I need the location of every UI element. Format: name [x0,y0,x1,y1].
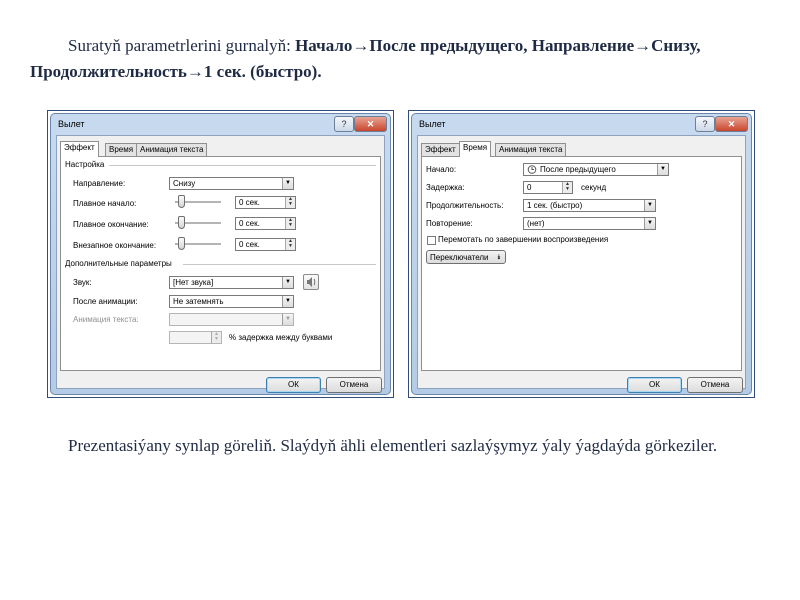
duration-value: 1 сек. (быстро) [527,201,583,210]
rewind-checkbox[interactable] [427,236,436,245]
timing-panel [421,156,742,371]
timing-dialog-screenshot [408,110,755,398]
speaker-button[interactable] [303,274,319,290]
divider [109,165,376,166]
sudden-end-slider[interactable] [175,237,221,249]
chevron-down-icon[interactable]: ▼ [644,200,655,211]
ok-button[interactable]: ОК [627,377,682,393]
sudden-end-value: 0 сек. [239,240,260,249]
slider-thumb[interactable] [178,195,185,208]
dialog-client-area [56,135,385,389]
spin-arrows-icon[interactable]: ▲ ▼ [562,182,572,193]
dialog-title: Вылет [58,119,85,129]
smooth-start-label: Плавное начало: [73,199,137,208]
slider-thumb[interactable] [178,216,185,229]
duration-label: Продолжительность: [426,201,504,210]
effect-panel [60,156,381,371]
chevron-down-icon[interactable]: ▼ [282,178,293,189]
dialog-title: Вылет [419,119,446,129]
repeat-value: (нет) [527,219,545,228]
effect-dialog-screenshot [47,110,394,398]
timing-dialog [411,113,752,395]
tab-text-animation[interactable]: Анимация текста [495,143,566,156]
dialog-titlebar [51,114,390,134]
help-button[interactable]: ? [695,116,715,132]
chevron-down-icon[interactable]: ▼ [282,277,293,288]
smooth-end-spinner[interactable] [235,217,296,230]
rewind-label: Перемотать по завершении воспроизведения [438,235,609,244]
instruction-bold-text: Начало→После предыдущего, Направление→Снизу, Продолжительность→1 сек. (быстро). [30,36,701,81]
summary-paragraph: Prezentasiýany synlap göreliň. Slaýdyň ähli elementleri sazlaýşymyz ýaly ýagdaýda görkeziler. [68,436,718,455]
instruction-paragraph [30,33,770,85]
double-chevron-down-icon: ⯯ [496,254,501,261]
smooth-end-slider[interactable] [175,216,221,228]
delay-label: Задержка: [426,183,465,192]
after-animation-value: Не затемнять [173,297,224,306]
extra-section-title: Дополнительные параметры [65,259,172,268]
effect-dialog [50,113,391,395]
slider-thumb[interactable] [178,237,185,250]
close-button[interactable]: ✕ [715,116,748,132]
direction-label: Направление: [73,179,126,188]
divider [183,264,376,265]
help-button[interactable]: ? [334,116,354,132]
sound-select[interactable] [169,276,294,289]
chevron-down-icon[interactable]: ▼ [282,314,293,325]
text-animation-label: Анимация текста: [73,315,139,324]
duration-select[interactable] [523,199,656,212]
dialog-titlebar [412,114,751,134]
tab-timing[interactable]: Время [459,141,491,157]
sound-label: Звук: [73,278,92,287]
delay-value: 0 [527,183,532,192]
letter-delay-spinner[interactable] [169,331,222,344]
spin-arrows-icon[interactable]: ▲ ▼ [285,218,295,229]
chevron-down-icon[interactable]: ▼ [282,296,293,307]
delay-unit-label: секунд [581,183,607,192]
letter-delay-label: % задержка между буквами [229,333,333,342]
delay-spinner[interactable] [523,181,573,194]
dialog-client-area [417,135,746,389]
chevron-down-icon[interactable]: ▼ [644,218,655,229]
tab-effect[interactable]: Эффект [421,143,460,156]
tab-effect[interactable]: Эффект [60,141,99,157]
close-button[interactable]: ✕ [354,116,387,132]
speaker-icon [304,275,318,289]
tab-timing[interactable]: Время [105,143,137,156]
tab-text-animation[interactable]: Анимация текста [136,143,207,156]
ok-button[interactable]: ОК [266,377,321,393]
chevron-down-icon[interactable]: ▼ [657,164,668,175]
spin-arrows-icon[interactable]: ▲ ▼ [211,332,221,343]
triggers-label: Переключатели [430,253,489,262]
after-animation-select[interactable] [169,295,294,308]
instruction-text: Suratyň parametrlerini gurnalyň: [68,36,296,55]
cancel-button[interactable]: Отмена [687,377,743,393]
clock-icon [527,165,537,174]
direction-value: Снизу [173,179,196,188]
cancel-button[interactable]: Отмена [326,377,382,393]
repeat-label: Повторение: [426,219,473,228]
repeat-select[interactable] [523,217,656,230]
spin-arrows-icon[interactable]: ▲ ▼ [285,197,295,208]
sound-value: [Нет звука] [173,278,214,287]
settings-section-title: Настройка [65,160,105,169]
triggers-button[interactable] [426,250,506,264]
smooth-start-spinner[interactable] [235,196,296,209]
smooth-start-value: 0 сек. [239,198,260,207]
start-select[interactable] [523,163,669,176]
start-label: Начало: [426,165,457,174]
after-animation-label: После анимации: [73,297,138,306]
smooth-start-slider[interactable] [175,195,221,207]
start-value: После предыдущего [540,165,616,174]
smooth-end-label: Плавное окончание: [73,220,149,229]
direction-select[interactable] [169,177,294,190]
spin-arrows-icon[interactable]: ▲ ▼ [285,239,295,250]
sudden-end-label: Внезапное окончание: [73,241,157,250]
smooth-end-value: 0 сек. [239,219,260,228]
sudden-end-spinner[interactable] [235,238,296,251]
text-animation-select[interactable] [169,313,294,326]
